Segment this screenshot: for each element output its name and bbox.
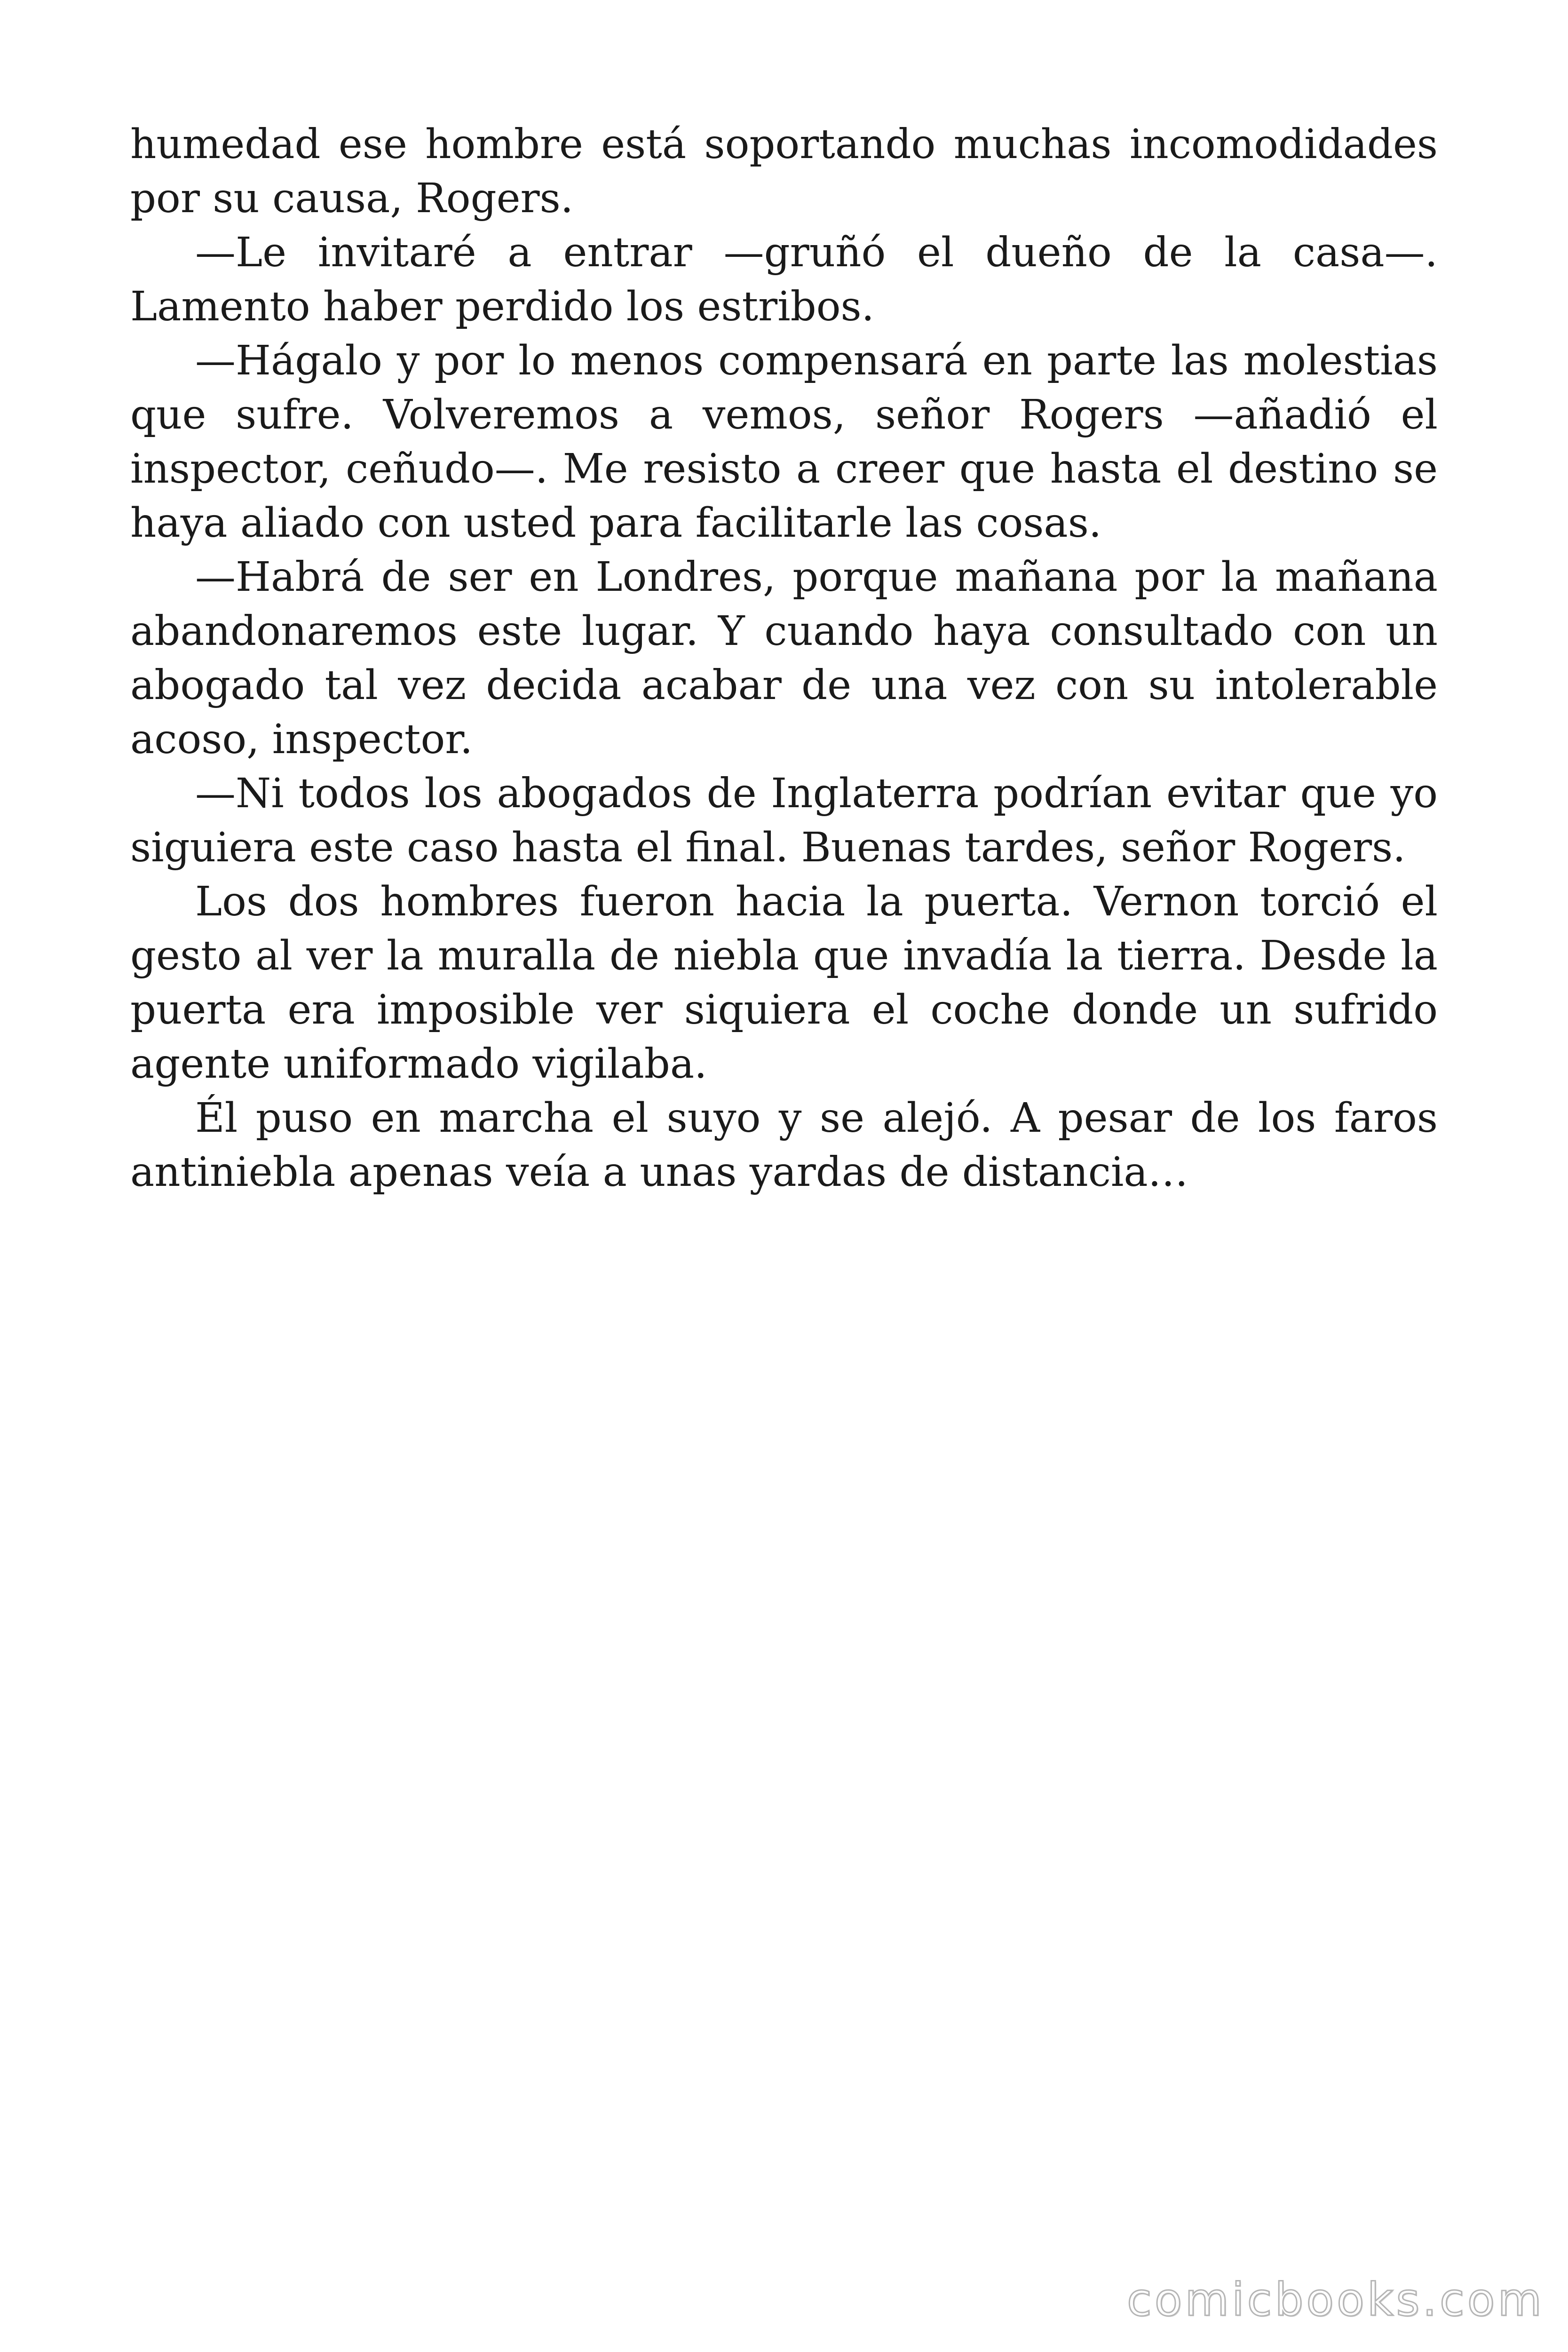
paragraph-dialogue-london: —Habrá de ser en Londres, porque mañana por la mañana abandonaremos este lugar. Y cuando haya consultado con un abogado tal vez decida acabar de una vez con su intolerable acoso, inspector. (130, 554, 1438, 763)
paragraph-dialogue-inspector-reply: —Hágalo y por lo menos compensará en parte las molestias que sufre. Volveremos a vemos, señor Rogers —añadió el inspector, ceñudo—. Me resisto a creer que hasta el destino se haya aliado con usted para facilitarle las cosas. (130, 337, 1438, 547)
watermark-logo: comicbooks.com (1126, 2273, 1544, 2326)
body-text (130, 118, 1438, 1200)
paragraph-dialogue-abogados: —Ni todos los abogados de Inglaterra podrían evitar que yo siguiera este caso hasta el final. Buenas tardes, señor Rogers. (130, 770, 1438, 871)
paragraph-continuation: humedad ese hombre está soportando muchas incomodidades por su causa, Rogers. (130, 121, 1438, 222)
paragraph-dialogue-rogers-invite: —Le invitaré a entrar —gruñó el dueño de la casa—. Lamento haber perdido los estribos. (130, 229, 1438, 330)
paragraph-narration-niebla: Él puso en marcha el suyo y se alejó. A pesar de los faros antiniebla apenas veía a unas yardas de distancia… (130, 1095, 1438, 1196)
paragraph-narration-puerta: Los dos hombres fueron hacia la puerta. Vernon torció el gesto al ver la muralla de niebla que invadía la tierra. Desde la puerta era imposible ver siquiera el coche donde un sufrido agente uniformado vigilaba. (130, 878, 1438, 1088)
